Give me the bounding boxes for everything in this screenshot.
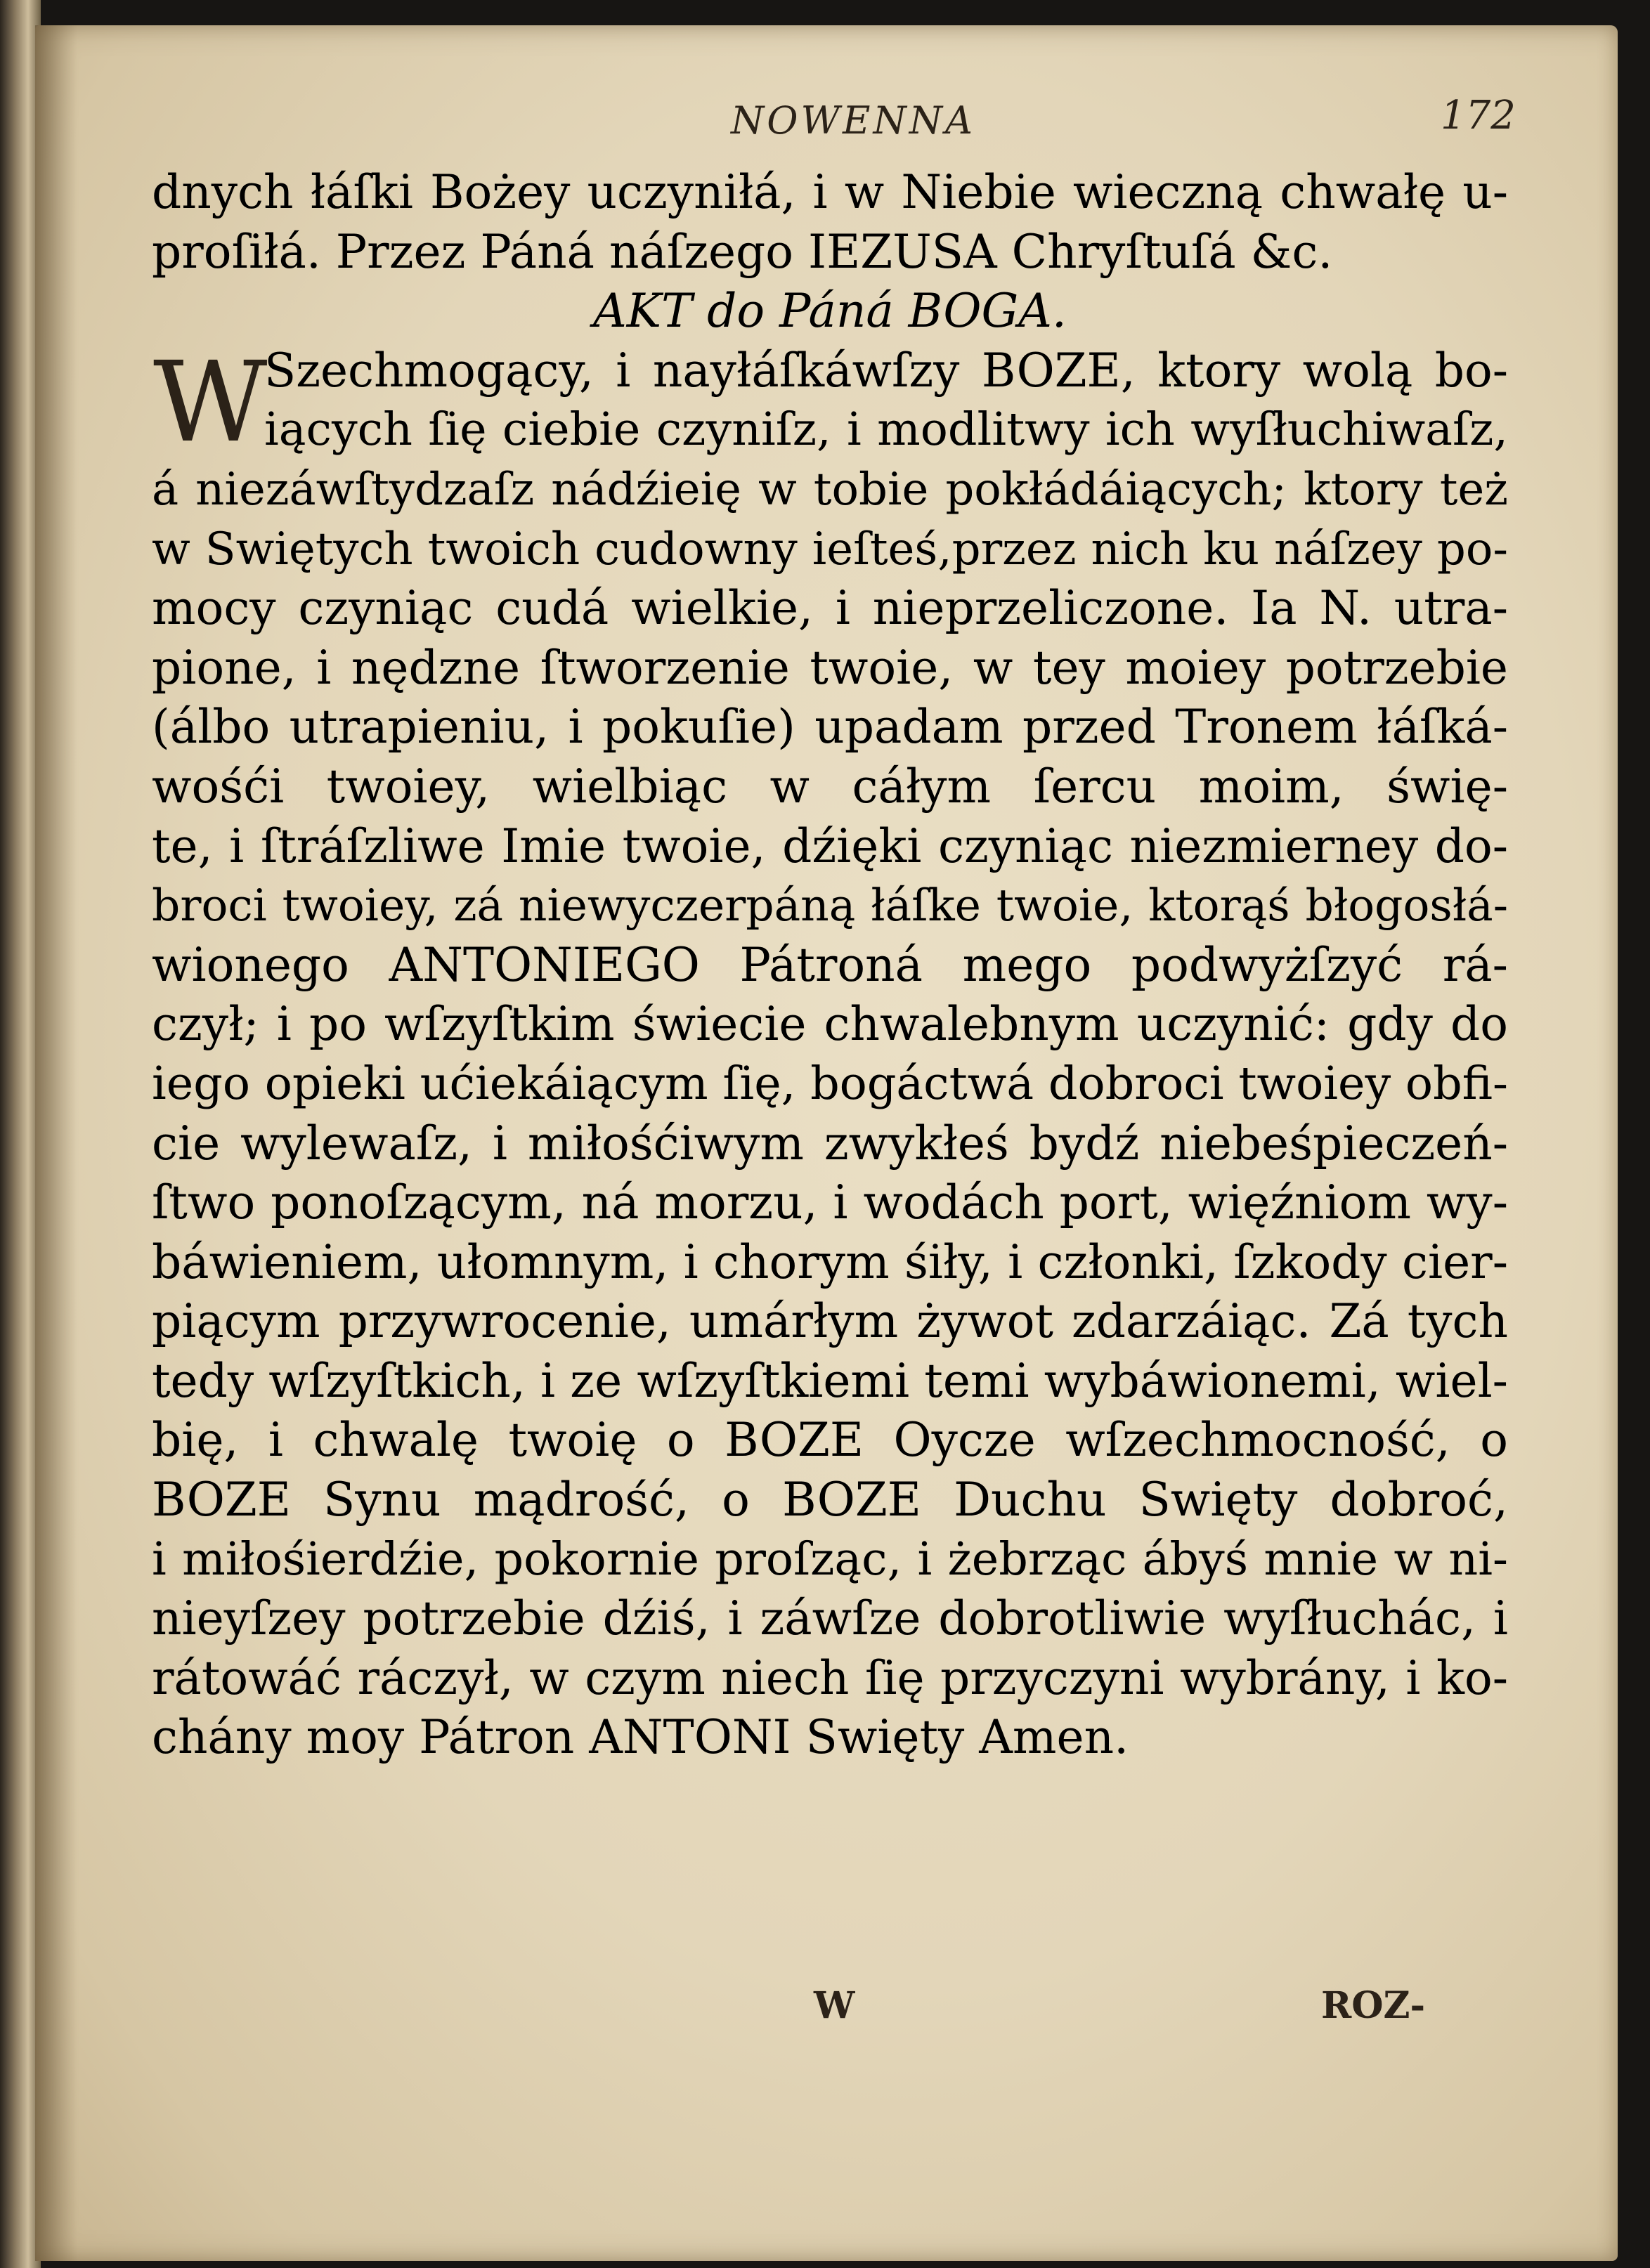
text-line: bię, i chwalę twoię o BOZE Oycze wſzechmocność, o — [152, 1413, 1508, 1468]
text-line: piącym przywrocenie, umárłym żywot zdarzáiąc. Zá tych — [152, 1294, 1508, 1349]
running-title: NOWENNA — [731, 98, 975, 143]
text-block — [152, 163, 1508, 1768]
page-gutter-shadow — [35, 25, 77, 2261]
page-number: 172 — [1441, 93, 1516, 138]
text-line: czył; i po wſzyſtkim świecie chwalebnym uczynić: gdy do — [152, 997, 1508, 1052]
text-line: á niezáwſtydzaſz nádźieię w tobie pokłádáiących; ktory też — [152, 463, 1508, 516]
text-line: pione, i nędzne ſtworzenie twoie, w tey moiey potrzebie — [152, 640, 1508, 695]
text-line: BOZE Synu mądrość, o BOZE Duchu Swięty dobroć, — [152, 1473, 1508, 1527]
text-line: cie wylewaſz, i miłośćiwym zwykłeś bydź niebeśpieczeń- — [152, 1116, 1508, 1171]
page-leaf — [35, 25, 1618, 2261]
text-line: iących ſię ciebie czyniſz, i modlitwy ich wyſłuchiwaſz, — [264, 403, 1508, 457]
text-line: wośći twoiey, wielbiąc w cáłym ſercu moim, świę- — [152, 759, 1508, 814]
text-line: nieyſzey potrzebie dźiś, i záwſze dobrotliwie wyſłuchác, i — [152, 1591, 1508, 1646]
text-line: proſiłá. Przez Páná náſzego IEZUSA Chryſtuſá &c. — [152, 224, 1333, 279]
text-line: rátowáć ráczył, w czym niech ſię przyczyni wybrány, i ko- — [152, 1650, 1508, 1705]
text-line: Szechmogący, i nayłáſkáwſzy BOZE, ktory wolą bo- — [264, 343, 1508, 398]
text-line: (álbo utrapieniu, i pokuſie) upadam przed Tronem łáſká- — [152, 700, 1508, 755]
text-line: wionego ANTONIEGO Pátroná mego podwyżſzyć rá- — [152, 937, 1508, 992]
text-line: te, i ſtráſzliwe Imie twoie, dźięki czyniąc niezmierney do- — [152, 819, 1508, 873]
text-line: mocy czyniąc cudá wielkie, i nieprzeliczone. Ia N. utra- — [152, 581, 1508, 636]
text-line: dnych łáſki Bożey uczyniłá, i w Niebie wieczną chwałę u- — [152, 165, 1508, 219]
text-line: ſtwo ponoſzącym, ná morzu, i wodách port, więźniom wy- — [152, 1175, 1508, 1230]
catchword: ROZ- — [1321, 1984, 1426, 2027]
text-line: tedy wſzyſtkich, i ze wſzyſtkiemi temi wybáwionemi, wiel- — [152, 1353, 1508, 1408]
text-line: i miłośierdźie, pokornie proſząc, i żebrząc ábyś mnie w ni- — [152, 1532, 1508, 1586]
text-line: báwieniem, ułomnym, i chorym śiły, i członki, ſzkody cier- — [152, 1234, 1508, 1289]
text-line: w Swiętych twoich cudowny ieſteś,przez nich ku náſzey po- — [152, 523, 1508, 575]
text-line: iego opieki ućiekáiącym ſię, bogáctwá dobroci twoiey obfi- — [152, 1057, 1508, 1110]
signature-mark: W — [814, 1984, 855, 2027]
drop-cap: W — [153, 338, 268, 467]
text-line-last: chány moy Pátron ANTONI Swięty Amen. — [152, 1710, 1129, 1765]
text-line: broci twoiey, zá niewyczerpáną łáſke twoie, ktorąś błogosłá- — [152, 880, 1508, 932]
section-heading: AKT do Páná BOGA. — [593, 284, 1067, 339]
